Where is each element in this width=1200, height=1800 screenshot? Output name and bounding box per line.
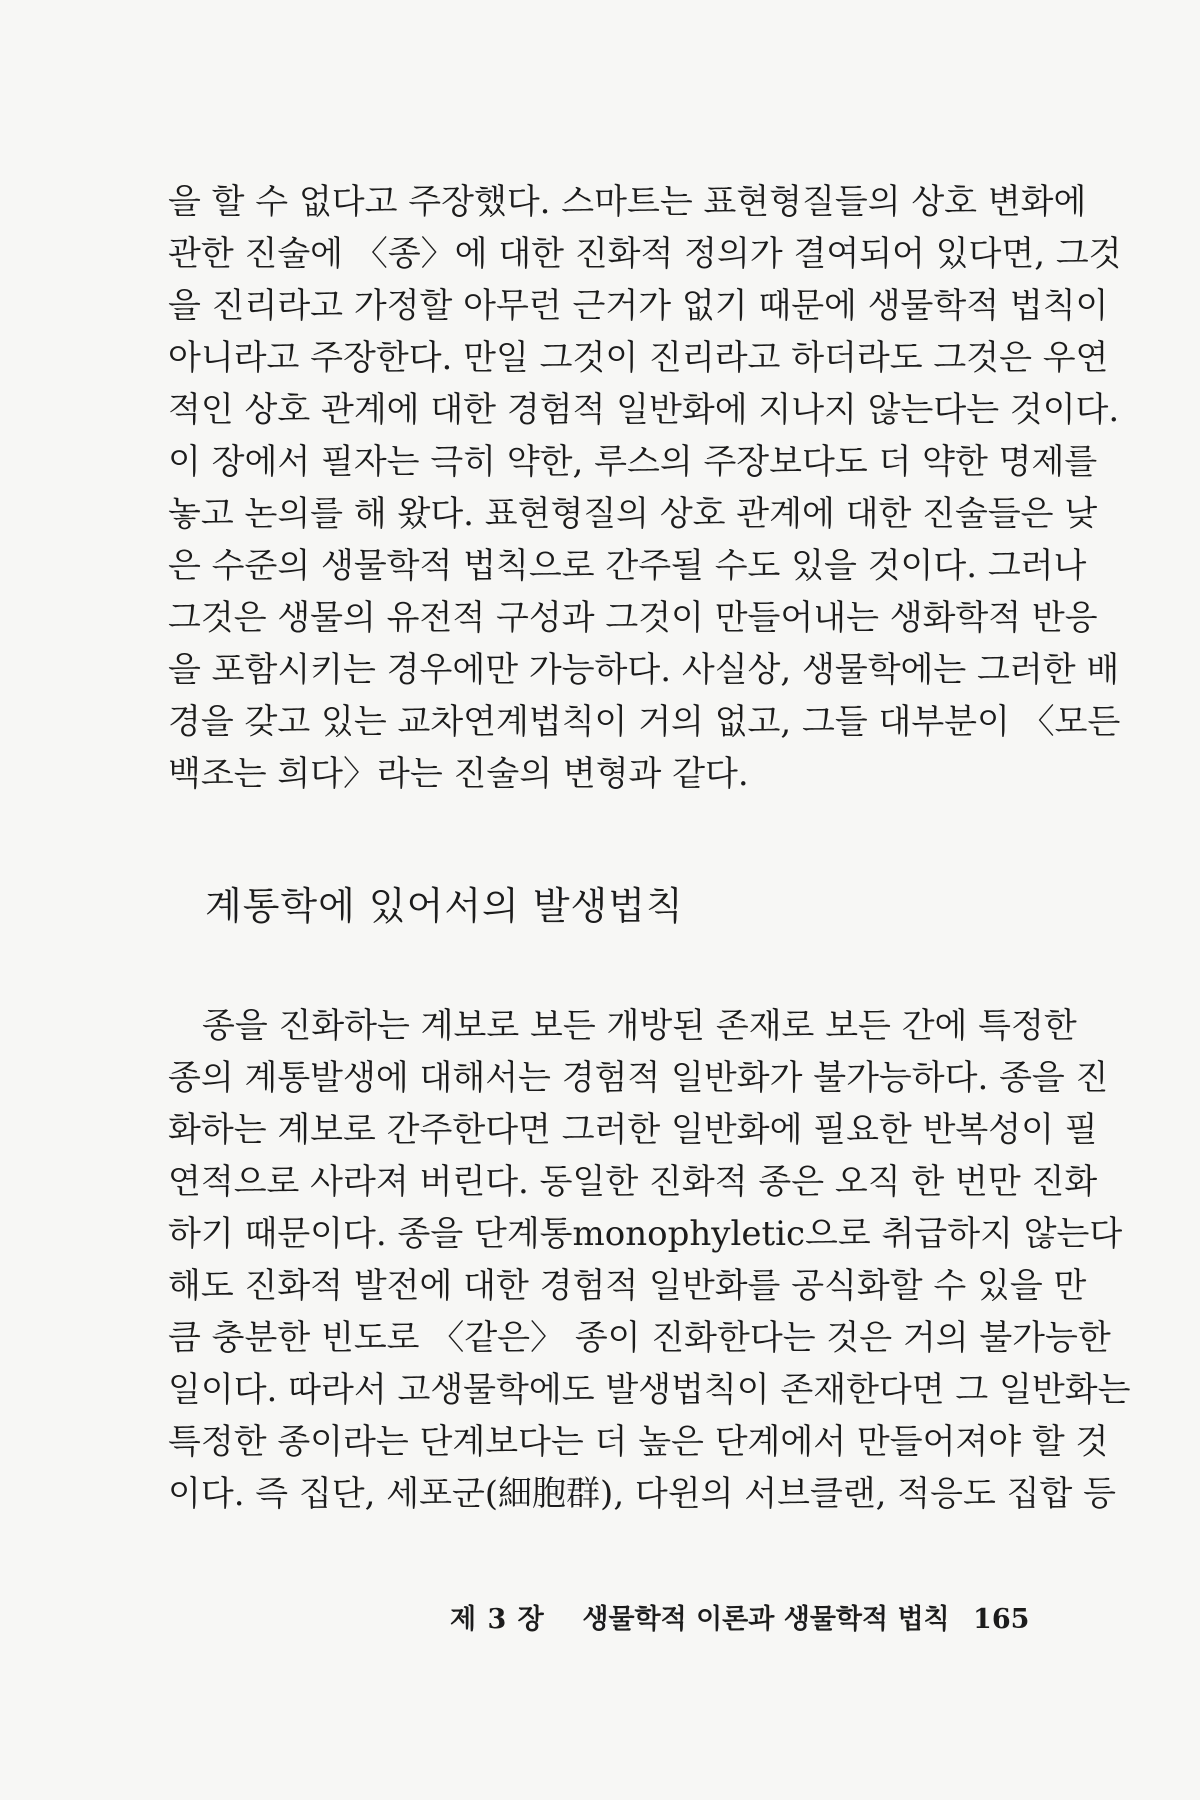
text-line: 해도 진화적 발전에 대한 경험적 일반화를 공식화할 수 있을 만 xyxy=(168,1266,1087,1306)
text-line: 연적으로 사라져 버린다. 동일한 진화적 종은 오직 한 번만 진화 xyxy=(168,1162,1098,1202)
footer-title: 생물학적 이론과 생물학적 법칙 xyxy=(582,1604,950,1635)
text-line: 을 진리라고 가정할 아무런 근거가 없기 때문에 생물학적 법칙이 xyxy=(168,286,1109,326)
text-line: 그것은 생물의 유전적 구성과 그것이 만들어내는 생화학적 반응 xyxy=(168,598,1098,638)
text-line: 을 할 수 없다고 주장했다. 스마트는 표현형질들의 상호 변화에 xyxy=(168,182,1087,222)
text-line: 경을 갖고 있는 교차연계법칙이 거의 없고, 그들 대부분이 〈모든 xyxy=(168,702,1121,742)
text-line: 하기 때문이다. 종을 단계통monophyletic으로 취급하지 않는다 xyxy=(168,1214,1123,1254)
footer-chapter: 제 3 장 xyxy=(450,1604,545,1635)
text-line: 화하는 계보로 간주한다면 그러한 일반화에 필요한 반복성이 필 xyxy=(168,1110,1098,1150)
text-line: 종의 계통발생에 대해서는 경험적 일반화가 불가능하다. 종을 진 xyxy=(168,1058,1109,1098)
body-paragraph-2 xyxy=(168,1000,1131,1520)
text-line: 아니라고 주장한다. 만일 그것이 진리라고 하더라도 그것은 우연 xyxy=(168,338,1109,378)
text-line: 특정한 종이라는 단계보다는 더 높은 단계에서 만들어져야 할 것 xyxy=(168,1422,1109,1462)
text-line: 은 수준의 생물학적 법칙으로 간주될 수도 있을 것이다. 그러나 xyxy=(168,546,1087,586)
text-line: 큼 충분한 빈도로 〈같은〉 종이 진화한다는 것은 거의 불가능한 xyxy=(168,1318,1111,1358)
text-line: 관한 진술에 〈종〉에 대한 진화적 정의가 결여되어 있다면, 그것 xyxy=(168,234,1122,274)
text-line: 을 포함시키는 경우에만 가능하다. 사실상, 생물학에는 그러한 배 xyxy=(168,650,1120,690)
text-line: 백조는 희다〉라는 진술의 변형과 같다. xyxy=(168,754,749,794)
section-heading: 계통학에 있어서의 발생법칙 xyxy=(205,884,684,928)
body-paragraph-1 xyxy=(168,176,1122,800)
running-footer xyxy=(450,1600,1030,1640)
text-line: 이 장에서 필자는 극히 약한, 루스의 주장보다도 더 약한 명제를 xyxy=(168,442,1098,482)
text-line: 종을 진화하는 계보로 보든 개방된 존재로 보든 간에 특정한 xyxy=(202,1006,1077,1046)
text-line: 일이다. 따라서 고생물학에도 발생법칙이 존재한다면 그 일반화는 xyxy=(168,1370,1131,1410)
page-number: 165 xyxy=(973,1604,1030,1635)
text-line: 이다. 즉 집단, 세포군(細胞群), 다윈의 서브클랜, 적응도 집합 등 xyxy=(168,1474,1116,1514)
text-line: 놓고 논의를 해 왔다. 표현형질의 상호 관계에 대한 진술들은 낮 xyxy=(168,494,1098,534)
text-line: 적인 상호 관계에 대한 경험적 일반화에 지나지 않는다는 것이다. xyxy=(168,390,1120,430)
